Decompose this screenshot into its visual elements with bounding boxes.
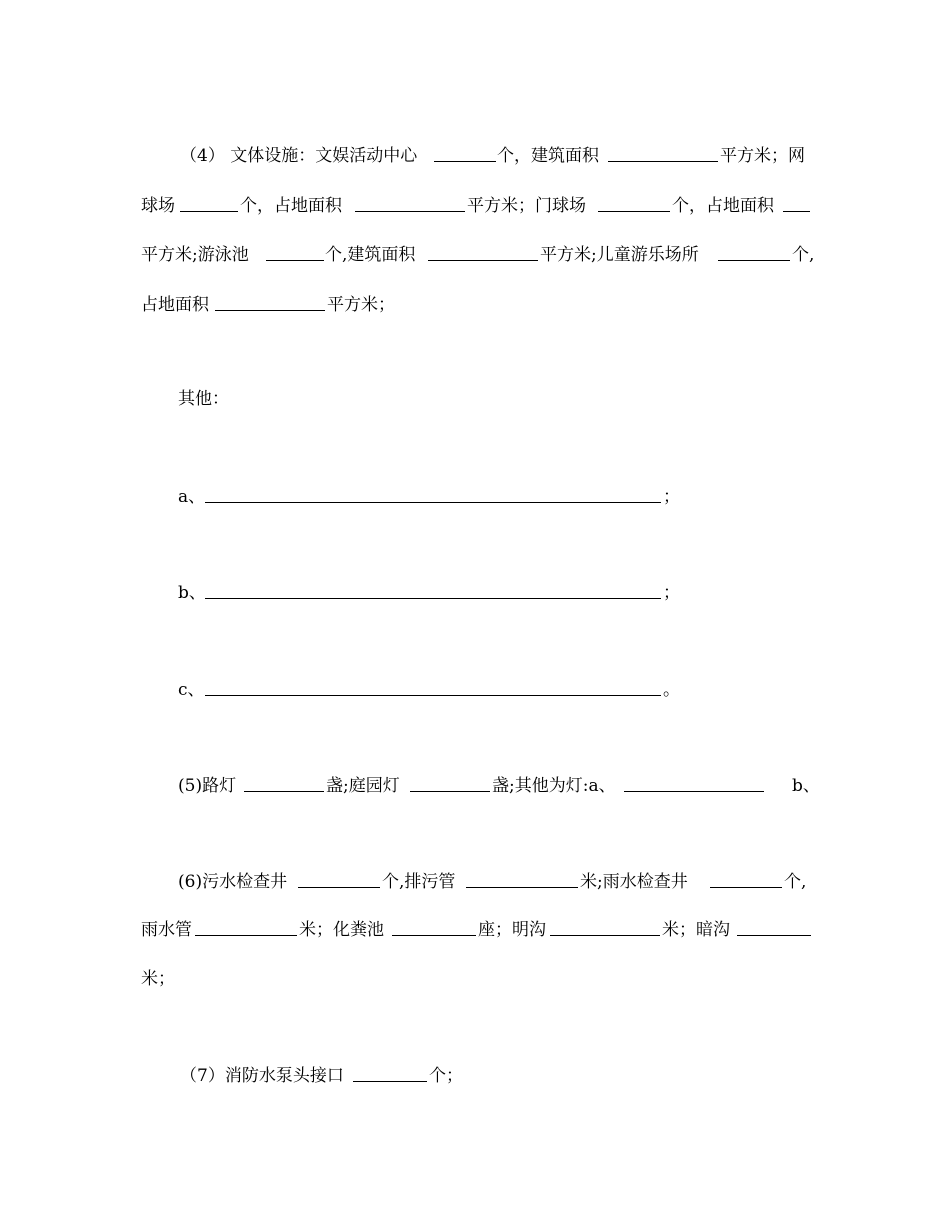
text: 个,建筑面积 (325, 245, 416, 265)
text: 米;雨水检查井 (580, 872, 688, 892)
blank-field[interactable] (598, 191, 670, 212)
text: b、 (792, 776, 820, 796)
text: 盏;庭园灯 (326, 776, 400, 796)
blank-field[interactable] (266, 240, 324, 261)
item-end: ； (663, 487, 680, 507)
other-heading: 其他： (178, 389, 229, 409)
text: 球场 (141, 196, 175, 216)
text: （4） 文体设施：文娱活动中心 (180, 146, 418, 166)
blank-field[interactable] (710, 867, 782, 888)
blank-field[interactable] (215, 290, 325, 311)
blank-field[interactable] (180, 191, 238, 212)
text: 个，占地面积 (672, 196, 774, 216)
text: 个，占地面积 (240, 196, 342, 216)
text: 个,排污管 (382, 872, 456, 892)
blank-field[interactable] (428, 240, 538, 261)
blank-field[interactable] (783, 191, 810, 212)
text: 盏;其他为灯:a、 (492, 776, 616, 796)
text: 个，建筑面积 (497, 146, 599, 166)
text: （7）消防水泵头接口 (180, 1066, 344, 1086)
blank-field[interactable] (392, 915, 476, 936)
text: 个, (792, 245, 815, 265)
blank-field[interactable] (205, 482, 661, 503)
text: 平方米； (327, 295, 395, 315)
blank-field[interactable] (550, 915, 660, 936)
text: (6)污水检查井 (178, 872, 288, 892)
item-label: a、 (178, 487, 206, 507)
blank-field[interactable] (466, 867, 578, 888)
item-end: 。 (663, 680, 680, 700)
blank-field[interactable] (410, 771, 490, 792)
blank-field[interactable] (355, 191, 465, 212)
text: 米；暗沟 (662, 920, 730, 940)
text: 座；明沟 (478, 920, 546, 940)
text: 个； (429, 1066, 463, 1086)
text: 米； (141, 969, 175, 989)
text: 占地面积 (141, 295, 209, 315)
text: 平方米;游泳池 (141, 245, 249, 265)
blank-field[interactable] (205, 578, 661, 599)
item-end: ； (663, 583, 680, 603)
blank-field[interactable] (244, 771, 324, 792)
text: 平方米；门球场 (467, 196, 586, 216)
text: (5)路灯 (178, 776, 237, 796)
item-label: c、 (178, 680, 205, 700)
text: 平方米;儿童游乐场所 (540, 245, 699, 265)
item-label: b、 (178, 583, 206, 603)
text: 个, (784, 872, 807, 892)
blank-field[interactable] (195, 915, 297, 936)
blank-field[interactable] (434, 141, 496, 162)
blank-field[interactable] (608, 141, 718, 162)
blank-field[interactable] (737, 915, 811, 936)
text: 米；化粪池 (299, 920, 384, 940)
blank-field[interactable] (718, 240, 790, 261)
blank-field[interactable] (624, 771, 764, 792)
text: 雨水管 (141, 920, 192, 940)
blank-field[interactable] (205, 675, 661, 696)
blank-field[interactable] (353, 1061, 427, 1082)
text: 平方米；网 (720, 146, 805, 166)
blank-field[interactable] (298, 867, 380, 888)
